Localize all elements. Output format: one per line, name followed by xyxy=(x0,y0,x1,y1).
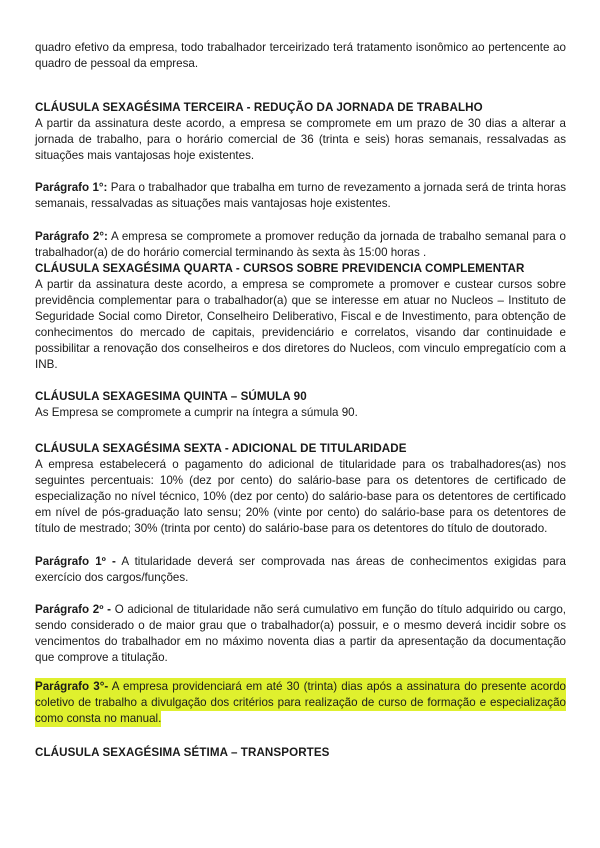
paragraph-text: Para o trabalhador que trabalha em turno de revezamento a jornada será de trinta horas semanais, ressalvadas as situações mais vantajosas hoje existentes. xyxy=(35,181,566,211)
highlighted-text xyxy=(35,678,566,727)
paragraph-label: Parágrafo 3°- xyxy=(35,680,109,694)
heading-clausula-66: CLÁUSULA SEXAGÉSIMA SEXTA - ADICIONAL DE TITULARIDADE xyxy=(35,442,407,456)
paragraph-label: Parágrafo 1º - xyxy=(35,554,116,568)
paragraph-text: A empresa providenciará em até 30 (trinta) dias após a assinatura do presente acordo coletivo de trabalho a divulgação dos critérios para realização de curso de formação e especialização como consta no manual. xyxy=(35,680,566,725)
clausula-63-paragrafo-2 xyxy=(35,229,566,261)
intro-paragraph: quadro efetivo da empresa, todo trabalhador terceirizado terá tratamento isonômico ao pertencente ao quadro de pessoal da empresa. xyxy=(35,41,566,70)
heading-clausula-63: CLÁUSULA SEXAGÉSIMA TERCEIRA - REDUÇÃO DA JORNADA DE TRABALHO xyxy=(35,100,483,114)
heading-clausula-64: CLÁUSULA SEXAGÉSIMA QUARTA - CURSOS SOBRE PREVIDENCIA COMPLEMENTAR xyxy=(35,262,525,276)
paragraph-label: Parágrafo 2°: xyxy=(35,230,108,244)
heading-clausula-67: CLÁUSULA SEXAGÉSIMA SÉTIMA – TRANSPORTES xyxy=(35,745,330,759)
paragraph-text: A titularidade deverá ser comprovada nas áreas de conhecimentos exigidas para exercício dos cargos/funções. xyxy=(35,554,566,584)
clausula-63-paragrafo-1 xyxy=(35,180,566,212)
clausula-66-paragrafo-1 xyxy=(35,554,566,586)
clausula-66-paragrafo-3-highlighted xyxy=(35,679,566,727)
clausula-66-paragrafo-2 xyxy=(35,602,566,666)
paragraph-label: Parágrafo 1°: xyxy=(35,181,108,195)
paragraph-text: A empresa se compromete a promover redução da jornada de trabalho semanal para o trabalhador(a) de do horário comercial terminando às sexta às 15:00 horas . xyxy=(35,230,566,260)
heading-clausula-65: CLÁUSULA SEXAGESIMA QUINTA – SÚMULA 90 xyxy=(35,390,307,404)
clausula-66-body: A empresa estabelecerá o pagamento do adicional de titularidade para os trabalhadores(as) nos seguintes percentuais: 10% (dez por cento) do salário-base para os detentores de certificado de especialização no nível técnico, 10% (dez por cento) do salário-base para os detentores de certificado em nível de pós-graduação lato sensu; 20% (vinte por cento) do salário-base para os detentores de título de mestrado; 30% (trinta por cento) do salário-base para os detentores do título de doutorado. xyxy=(35,458,566,535)
paragraph-text: O adicional de titularidade não será cumulativo em função do título adquirido ou cargo, sendo considerado o de maior grau que o trabalhador(a) possuir, e o mesmo deverá incidir sobre os vencimentos do trabalhador em no máximo noventa dias a partir da apresentação da documentação que comprove a titulação. xyxy=(35,603,566,665)
paragraph-label: Parágrafo 2º - xyxy=(35,603,112,617)
clausula-64-body: A partir da assinatura deste acordo, a empresa se compromete a promover e custear cursos sobre previdência complementar para o trabalhador(a) que se interesse em atuar no Nucleos – Instituto de Seguridade Social como Diretor, Conselheiro Deliberativo, Fiscal e de Investimento, para obtenção de conhecimentos do mercado de capitais, previdenciário e correlatos, visando dar continuidade e possibilitar a renovação dos conselheiros e dos diretores do Nucleos, com vinculo empregatício com a INB. xyxy=(35,277,566,371)
clausula-65-body: As Empresa se compromete a cumprir na íntegra a súmula 90. xyxy=(35,406,358,420)
clausula-63-body: A partir da assinatura deste acordo, a empresa se compromete em um prazo de 30 dias a alterar a jornada de trabalho, para o horário comercial de 36 (trinta e seis) horas semanais, ressalvadas as situações mais vantajosas hoje existentes. xyxy=(35,116,566,162)
